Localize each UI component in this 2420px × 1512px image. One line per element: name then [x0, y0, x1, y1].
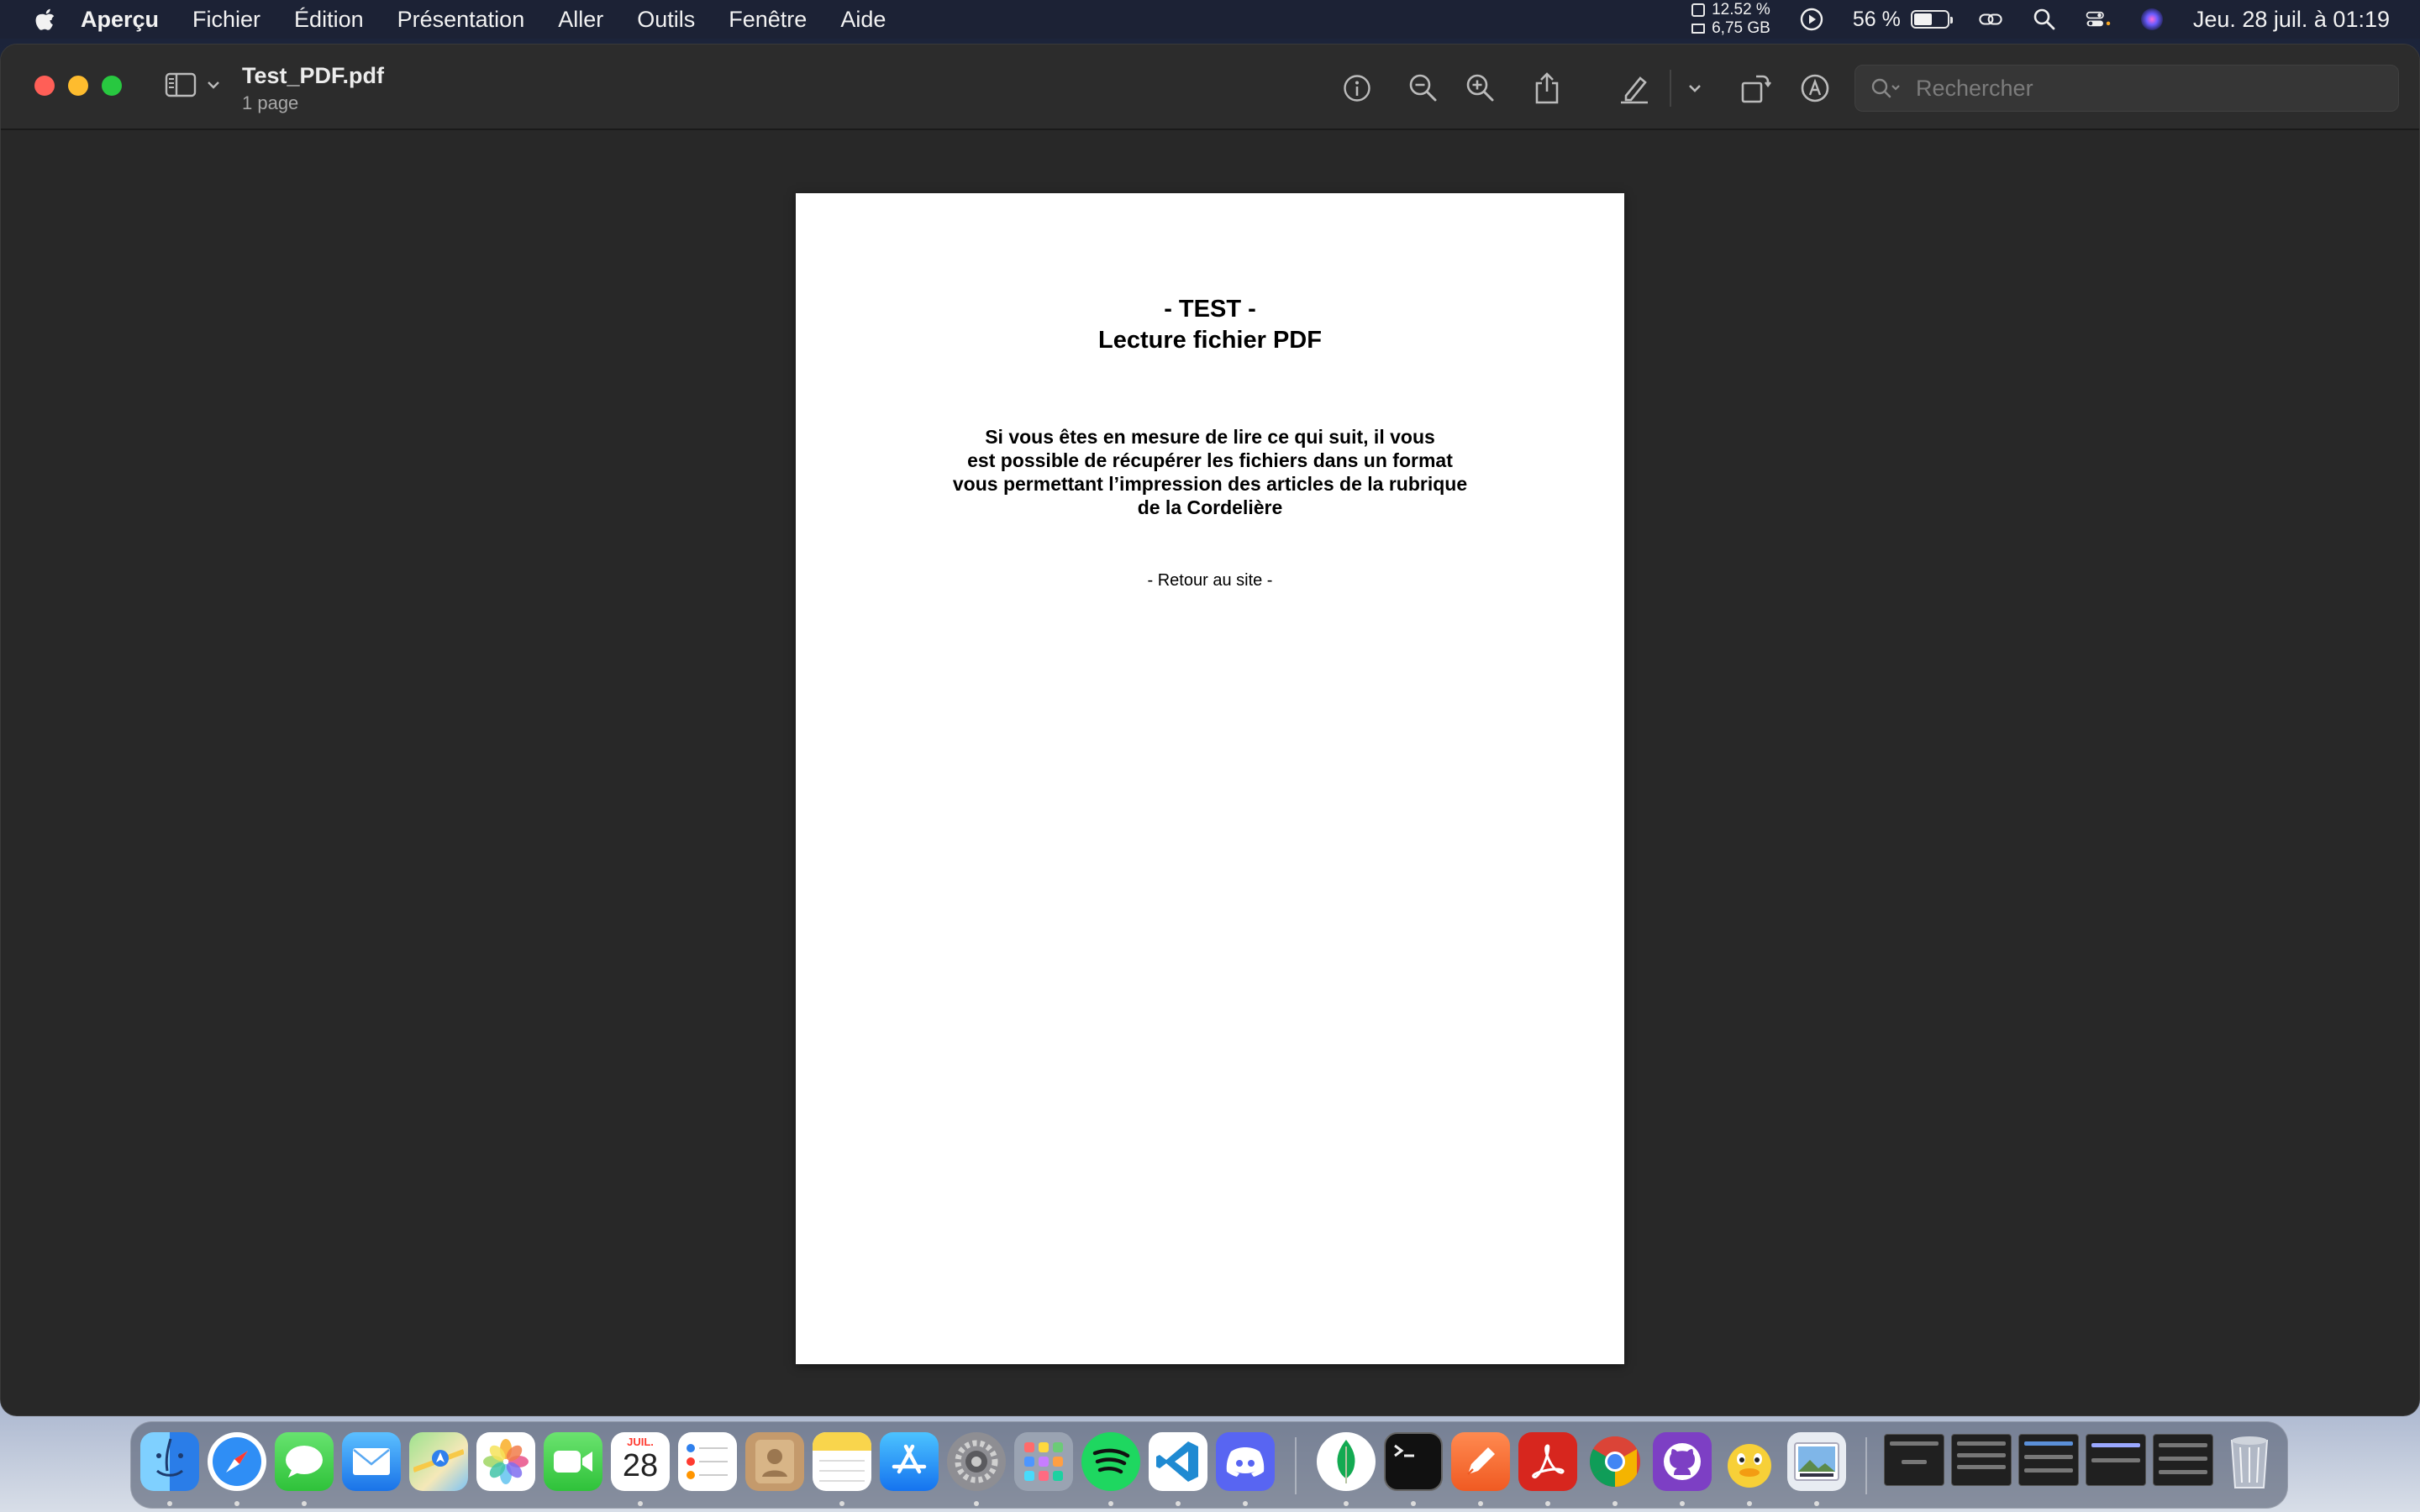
- rotate-button[interactable]: [1739, 71, 1772, 105]
- markup-button[interactable]: [1618, 71, 1651, 105]
- dock-contacts[interactable]: [745, 1432, 804, 1491]
- running-indicator: [1545, 1501, 1550, 1506]
- running-indicator: [1478, 1501, 1483, 1506]
- running-indicator: [1747, 1501, 1752, 1506]
- launchpad-grid-icon: [1021, 1439, 1066, 1484]
- running-indicator: [302, 1501, 307, 1506]
- duck-icon: [1723, 1434, 1776, 1489]
- pdf-title-line: - TEST -: [1164, 296, 1256, 323]
- battery-status[interactable]: [1853, 8, 1949, 32]
- dock-vscode[interactable]: [1149, 1432, 1207, 1491]
- menu-fichier[interactable]: Fichier: [192, 6, 261, 32]
- annotate-button[interactable]: [1798, 71, 1832, 105]
- running-indicator: [839, 1501, 844, 1506]
- discord-icon: [1224, 1445, 1266, 1478]
- pdf-back-link[interactable]: - Retour au site -: [1147, 571, 1273, 590]
- dock-spotify[interactable]: [1081, 1432, 1140, 1491]
- toolbar-separator: [1670, 70, 1671, 107]
- running-indicator: [1108, 1501, 1113, 1506]
- minimized-window-thumbnail[interactable]: [1884, 1434, 1944, 1486]
- share-icon: [1533, 71, 1561, 105]
- dock: [130, 1421, 2288, 1509]
- dock-separator: [1865, 1437, 1867, 1494]
- trash-icon: [2228, 1434, 2270, 1489]
- zoom-out-button[interactable]: [1407, 71, 1440, 105]
- chevron-down-icon: [1687, 82, 1702, 94]
- chrome-icon: [1587, 1434, 1643, 1489]
- siri-icon[interactable]: [2139, 7, 2165, 32]
- sidebar-icon: [165, 71, 198, 98]
- map-icon: [413, 1436, 464, 1487]
- apple-icon[interactable]: [34, 7, 55, 32]
- menu-aller[interactable]: Aller: [558, 6, 604, 32]
- running-indicator: [638, 1501, 643, 1506]
- chat-bubble-icon: [283, 1443, 325, 1480]
- search-field[interactable]: [1854, 65, 2399, 112]
- acrobat-icon: [1527, 1441, 1569, 1483]
- running-indicator: [1814, 1501, 1819, 1506]
- menu-outils[interactable]: Outils: [637, 6, 696, 32]
- sidebar-toggle-button[interactable]: [165, 71, 220, 98]
- dock-mongodb[interactable]: [1317, 1432, 1376, 1491]
- dock-terminal[interactable]: [1384, 1432, 1443, 1491]
- finder-icon: [140, 1432, 199, 1491]
- pen-tool-icon: [1460, 1441, 1502, 1483]
- menu-presentation[interactable]: Présentation: [397, 6, 525, 32]
- dock-cyberduck[interactable]: [1720, 1432, 1779, 1491]
- menu-app-name[interactable]: Aperçu: [81, 6, 160, 32]
- zoom-out-icon: [1407, 72, 1439, 104]
- running-indicator: [1612, 1501, 1618, 1506]
- dock-app-store[interactable]: [880, 1432, 939, 1491]
- vscode-icon: [1155, 1438, 1202, 1485]
- dock-pen-app[interactable]: [1451, 1432, 1510, 1491]
- dock-photos[interactable]: [476, 1432, 535, 1491]
- zoom-in-icon: [1465, 72, 1497, 104]
- battery-percent: 56 %: [1852, 7, 1901, 31]
- minimized-window-thumbnail[interactable]: [1951, 1434, 2012, 1486]
- contacts-person-icon: [754, 1438, 796, 1485]
- dock-trash[interactable]: [2220, 1432, 2279, 1491]
- preview-window: [0, 44, 2420, 1416]
- dock-messages[interactable]: [275, 1432, 334, 1491]
- running-indicator: [974, 1501, 979, 1506]
- share-button[interactable]: [1530, 71, 1564, 105]
- pdf-body-text: [796, 425, 1624, 519]
- pdf-body-line: Si vous êtes en mesure de lire ce qui suit, il vous: [985, 426, 1435, 448]
- dock-safari[interactable]: [208, 1432, 266, 1491]
- dock-launchpad[interactable]: [1014, 1432, 1073, 1491]
- dock-chrome[interactable]: [1586, 1432, 1644, 1491]
- running-indicator: [167, 1501, 172, 1506]
- running-indicator: [1680, 1501, 1685, 1506]
- close-button[interactable]: [34, 76, 55, 96]
- leaf-icon: [1329, 1438, 1363, 1485]
- running-indicator: [1243, 1501, 1248, 1506]
- menu-fenetre[interactable]: Fenêtre: [729, 6, 808, 32]
- dock-notes[interactable]: [813, 1432, 871, 1491]
- memory-icon: [1691, 24, 1705, 34]
- info-icon: [1342, 73, 1372, 103]
- pdf-body-line: est possible de récupérer les fichiers dans un format: [967, 449, 1453, 471]
- minimized-window-thumbnail[interactable]: [2153, 1434, 2213, 1486]
- search-icon: [1870, 76, 1902, 100]
- memory-usage: 6,75 GB: [1712, 19, 1770, 37]
- video-camera-icon: [552, 1447, 594, 1476]
- battery-icon: [1911, 10, 1949, 29]
- pdf-title-line: Lecture fichier PDF: [1098, 327, 1322, 354]
- markup-menu-button[interactable]: [1678, 71, 1712, 105]
- dock-github[interactable]: [1653, 1432, 1712, 1491]
- gear-icon: [951, 1436, 1002, 1487]
- calendar-day: 28: [622, 1448, 659, 1483]
- checklist-icon: [684, 1440, 731, 1483]
- dock-discord[interactable]: [1216, 1432, 1275, 1491]
- page-count: 1 page: [242, 92, 299, 113]
- dock-calendar[interactable]: [611, 1432, 670, 1491]
- search-icon[interactable]: [2032, 7, 2057, 32]
- running-indicator: [1176, 1501, 1181, 1506]
- menu-clock[interactable]: Jeu. 28 juil. à 01:19: [2192, 6, 2390, 32]
- file-name: Test_PDF.pdf: [242, 63, 385, 88]
- minimized-window-thumbnail[interactable]: [2086, 1434, 2146, 1486]
- pen-circle-icon: [1799, 72, 1831, 104]
- link-icon[interactable]: [1978, 7, 2003, 32]
- preview-photos-icon: [1791, 1438, 1842, 1485]
- search-input[interactable]: [1916, 76, 2386, 102]
- cpu-usage: 12.52 %: [1712, 1, 1770, 18]
- window-toolbar: [1, 45, 2419, 130]
- highlighter-icon: [1618, 71, 1651, 105]
- pdf-body-line: de la Cordelière: [1137, 496, 1283, 518]
- dock-finder[interactable]: [140, 1432, 199, 1491]
- spotify-icon: [1090, 1445, 1132, 1478]
- play-icon[interactable]: [1799, 7, 1824, 32]
- zoom-in-button[interactable]: [1464, 71, 1497, 105]
- dock-mail[interactable]: [342, 1432, 401, 1491]
- dock-system-preferences[interactable]: [947, 1432, 1006, 1491]
- menu-bar: [0, 0, 2420, 39]
- github-icon: [1660, 1440, 1704, 1483]
- info-button[interactable]: [1340, 71, 1374, 105]
- dock-facetime[interactable]: [544, 1432, 602, 1491]
- pdf-page[interactable]: [796, 193, 1624, 1364]
- notes-icon: [813, 1432, 871, 1491]
- terminal-prompt-icon: [1392, 1441, 1426, 1466]
- running-indicator: [1411, 1501, 1416, 1506]
- dock-separator: [1295, 1437, 1297, 1494]
- pdf-title: [796, 294, 1624, 356]
- running-indicator: [234, 1501, 239, 1506]
- running-indicator: [1344, 1501, 1349, 1506]
- document-title[interactable]: [242, 63, 384, 114]
- calendar-month: JUIL.: [627, 1436, 654, 1448]
- pdf-body-line: vous permettant l’impression des articles de la rubrique: [952, 473, 1468, 495]
- control-center-icon[interactable]: [2086, 7, 2111, 32]
- menu-aide[interactable]: Aide: [840, 6, 886, 32]
- dock-maps[interactable]: [409, 1432, 468, 1491]
- photos-flower-icon: [481, 1436, 531, 1487]
- dock-reminders[interactable]: [678, 1432, 737, 1491]
- system-stats[interactable]: [1691, 1, 1770, 38]
- envelope-icon: [351, 1446, 392, 1477]
- cpu-icon: [1691, 3, 1705, 17]
- app-store-icon: [889, 1441, 929, 1482]
- menu-edition[interactable]: Édition: [294, 6, 364, 32]
- minimized-window-thumbnail[interactable]: [2018, 1434, 2079, 1486]
- minimize-button[interactable]: [68, 76, 88, 96]
- rotate-icon: [1739, 71, 1771, 105]
- dock-acrobat[interactable]: [1518, 1432, 1577, 1491]
- chevron-down-icon: [207, 80, 220, 90]
- compass-icon: [209, 1434, 265, 1489]
- dock-preview[interactable]: [1787, 1432, 1846, 1491]
- fullscreen-button[interactable]: [102, 76, 122, 96]
